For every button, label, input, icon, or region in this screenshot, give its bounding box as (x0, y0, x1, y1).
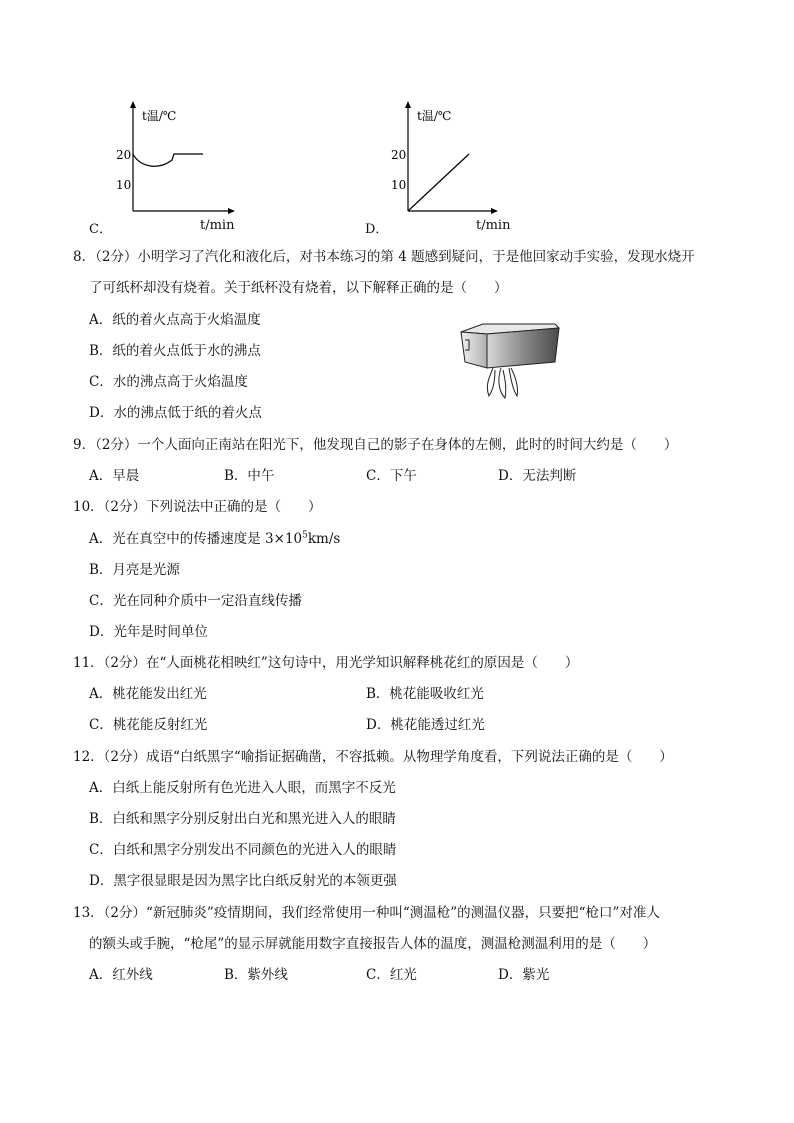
q8-option-c: C．水的沸点高于火焰温度 (89, 374, 248, 390)
q8-option-b: B．纸的着火点低于水的沸点 (89, 343, 261, 359)
q10-option-b: B．月亮是光源 (89, 562, 180, 578)
q9-option-a: A．早晨 (89, 468, 140, 484)
graph-d-x-label: t/min (476, 218, 511, 233)
q9-option-d: D．无法判断 (498, 468, 577, 484)
q13-stem-line1: 13．（2分）“新冠肺炎”疫情期间，我们经常使用一种叫“测温枪”的测温仪器，只要把“枪口”对准人 (73, 905, 660, 921)
graph-d (375, 98, 515, 238)
y-axis-label: t温/℃ (142, 109, 177, 123)
q13-option-d: D．紫光 (498, 967, 550, 983)
q10-option-a-exponent: 5 (302, 530, 308, 541)
x-axis-arrow (228, 208, 235, 214)
y-axis-arrow (405, 101, 411, 108)
y-tick-20: 20 (391, 148, 407, 162)
q10-option-a-unit: km/s (307, 531, 341, 547)
y-tick-10: 10 (391, 178, 407, 192)
q9-stem: 9．（2分）一个人面向正南站在阳光下，他发现自己的影子在身体的左侧，此时的时间大约是（ ） (73, 437, 678, 453)
q12-stem: 12．（2分）成语“白纸黑字“喻指证据确凿，不容抵赖。从物理学角度看，下列说法正确的是（ ） (73, 749, 673, 765)
q9-option-b: B．中午 (224, 468, 275, 484)
y-tick-20: 20 (116, 148, 132, 162)
q12-option-a: A．白纸上能反射所有色光进入人眼，而黑字不反光 (89, 780, 396, 796)
q8-option-d: D．水的沸点低于纸的着火点 (89, 405, 262, 421)
q8-stem-line2: 了可纸杯却没有烧着。关于纸杯没有烧着，以下解释正确的是（ ） (89, 280, 508, 296)
graph-c-x-label: t/min (200, 218, 235, 233)
y-tick-10: 10 (116, 178, 132, 192)
q13-option-c: C．红光 (366, 967, 417, 983)
q9-option-c: C．下午 (366, 468, 417, 484)
q11-option-b: B．桃花能吸收红光 (366, 686, 484, 702)
q10-option-d: D．光年是时间单位 (89, 624, 208, 640)
q12-option-b: B．白纸和黑字分别反射出白光和黑光进入人的眼睛 (89, 811, 396, 827)
paper-cup-illustration (455, 318, 567, 402)
q12-option-c: C．白纸和黑字分别发出不同颜色的光进入人的眼睛 (89, 842, 397, 858)
option-d-label: D． (365, 222, 389, 237)
q13-stem-line2: 的额头或手腕，“枪尾”的显示屏就能用数字直接报告人体的温度，测温枪测温利用的是（ ） (89, 936, 657, 952)
q8-option-a: A．纸的着火点高于火焰温度 (89, 312, 261, 328)
q11-option-d: D．桃花能透过红光 (366, 717, 485, 733)
q11-stem: 11．（2分）在“人面桃花相映红”这句诗中，用光学知识解释桃花红的原因是（ ） (73, 655, 579, 671)
x-axis-arrow (491, 208, 498, 214)
q8-stem-line1: 8．（2分）小明学习了汽化和液化后，对书本练习的第 4 题感到疑问，于是他回家动手实验，发现水烧开 (73, 249, 695, 265)
data-line (408, 154, 469, 211)
q13-option-a: A．红外线 (89, 967, 153, 983)
option-c-label: C． (89, 222, 112, 237)
y-axis-arrow (130, 101, 136, 108)
q10-option-c: C．光在同种介质中一定沿直线传播 (89, 593, 302, 609)
q11-option-c: C．桃花能反射红光 (89, 717, 208, 733)
q10-option-a-text: A．光在真空中的传播速度是 3×10 (89, 531, 303, 547)
y-axis-label: t温/℃ (417, 109, 452, 123)
q10-option-a (89, 529, 340, 549)
q12-option-d: D．黑字很显眼是因为黑字比白纸反射光的本领更强 (89, 873, 397, 889)
data-line (133, 154, 203, 166)
q10-stem: 10．（2分）下列说法中正确的是（ ） (73, 499, 322, 515)
graph-c (100, 98, 240, 238)
q11-option-a: A．桃花能发出红光 (89, 686, 207, 702)
q13-option-b: B．紫外线 (224, 967, 288, 983)
